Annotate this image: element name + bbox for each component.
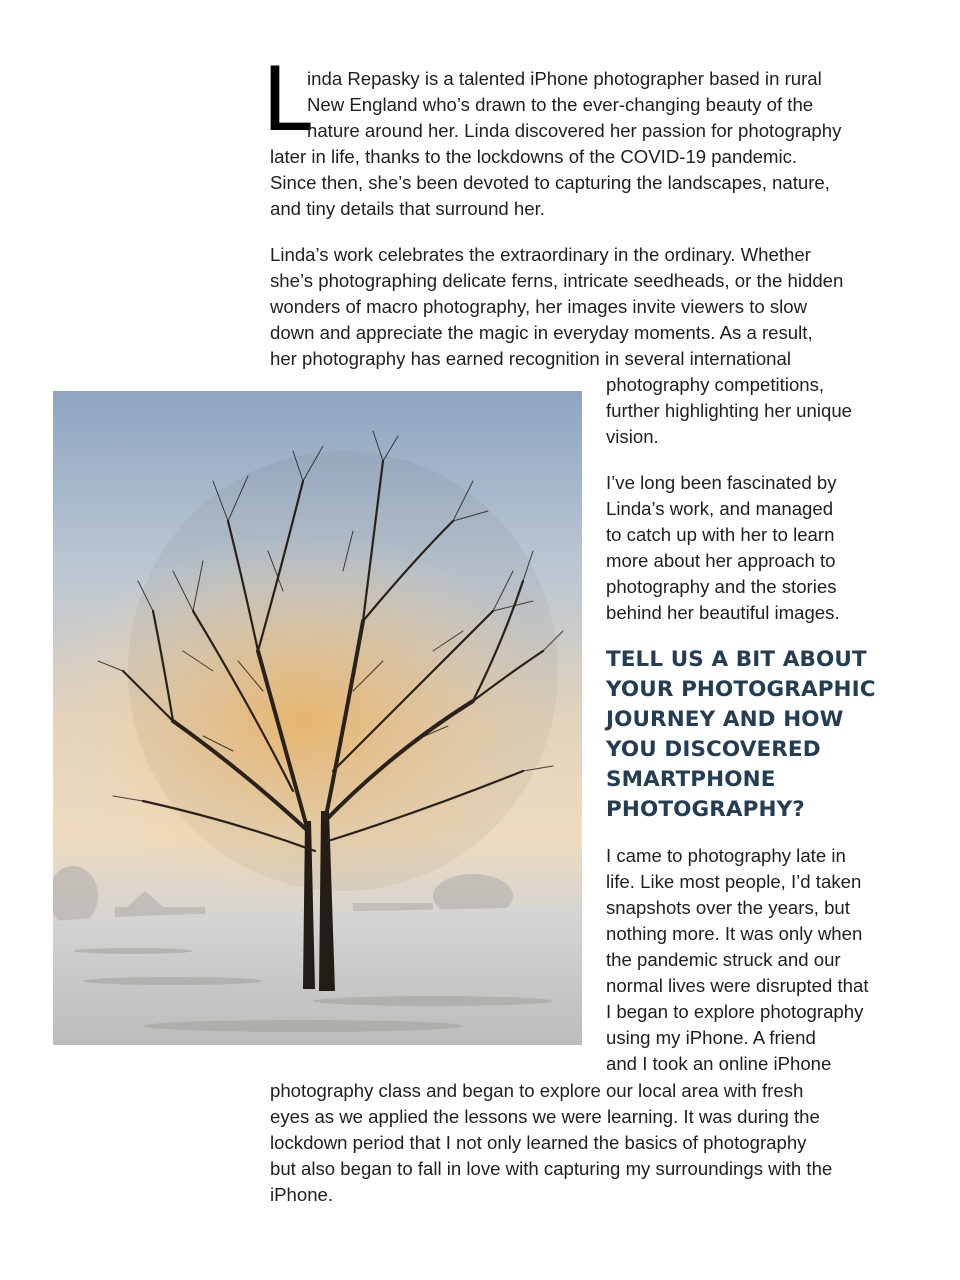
text-line: Since then, she’s been devoted to capturing the landscapes, nature, bbox=[270, 172, 830, 193]
heading-line: YOU DISCOVERED bbox=[606, 737, 821, 762]
text-line: using my iPhone. A friend bbox=[606, 1027, 816, 1048]
heading-line: TELL US A BIT ABOUT bbox=[606, 647, 867, 672]
text-line: more about her approach to bbox=[606, 550, 836, 571]
text-line: photography and the stories bbox=[606, 576, 837, 597]
heading-line: JOURNEY AND HOW bbox=[606, 707, 844, 732]
text-line: nothing more. It was only when bbox=[606, 923, 863, 944]
text-line: the pandemic struck and our bbox=[606, 949, 841, 970]
text-line: Linda’s work, and managed bbox=[606, 498, 834, 519]
text-line: lockdown period that I not only learned the basics of photography bbox=[270, 1132, 807, 1153]
text-line: her photography has earned recognition in several international bbox=[270, 348, 791, 369]
text-line: eyes as we applied the lessons we were learning. It was during the bbox=[270, 1106, 820, 1127]
text-line: wonders of macro photography, her images invite viewers to slow bbox=[270, 296, 808, 317]
text-line: to catch up with her to learn bbox=[606, 524, 835, 545]
tree-photo bbox=[53, 391, 582, 1045]
heading-line: PHOTOGRAPHY? bbox=[606, 797, 805, 822]
text-line: photography competitions, bbox=[606, 374, 825, 395]
text-line: iPhone. bbox=[270, 1184, 334, 1205]
text-line: nature around her. Linda discovered her passion for photography bbox=[307, 120, 842, 141]
text-line: further highlighting her unique bbox=[606, 400, 853, 421]
text-line: and tiny details that surround her. bbox=[270, 198, 545, 219]
heading-line: YOUR PHOTOGRAPHIC bbox=[606, 677, 876, 702]
text-line: snapshots over the years, but bbox=[606, 897, 850, 918]
text-line: normal lives were disrupted that bbox=[606, 975, 869, 996]
drop-cap: L bbox=[262, 48, 312, 151]
text-line: behind her beautiful images. bbox=[606, 602, 840, 623]
text-line: life. Like most people, I’d taken bbox=[606, 871, 862, 892]
text-line: I came to photography late in bbox=[606, 845, 846, 866]
text-line: I began to explore photography bbox=[606, 1001, 864, 1022]
text-line: down and appreciate the magic in everyday moments. As a result, bbox=[270, 322, 813, 343]
text-line: photography class and began to explore our local area with fresh bbox=[270, 1080, 804, 1101]
text-line: later in life, thanks to the lockdowns of the COVID-19 pandemic. bbox=[270, 146, 798, 167]
text-line: Linda’s work celebrates the extraordinary in the ordinary. Whether bbox=[270, 244, 811, 265]
text-line: and I took an online iPhone bbox=[606, 1053, 832, 1074]
text-line: inda Repasky is a talented iPhone photographer based in rural bbox=[307, 68, 822, 89]
heading-line: SMARTPHONE bbox=[606, 767, 776, 792]
text-line: I’ve long been fascinated by bbox=[606, 472, 837, 493]
text-line: she’s photographing delicate ferns, intricate seedheads, or the hidden bbox=[270, 270, 844, 291]
text-line: but also began to fall in love with capturing my surroundings with the bbox=[270, 1158, 833, 1179]
text-line: New England who’s drawn to the ever-changing beauty of the bbox=[307, 94, 814, 115]
text-line: vision. bbox=[606, 426, 659, 447]
